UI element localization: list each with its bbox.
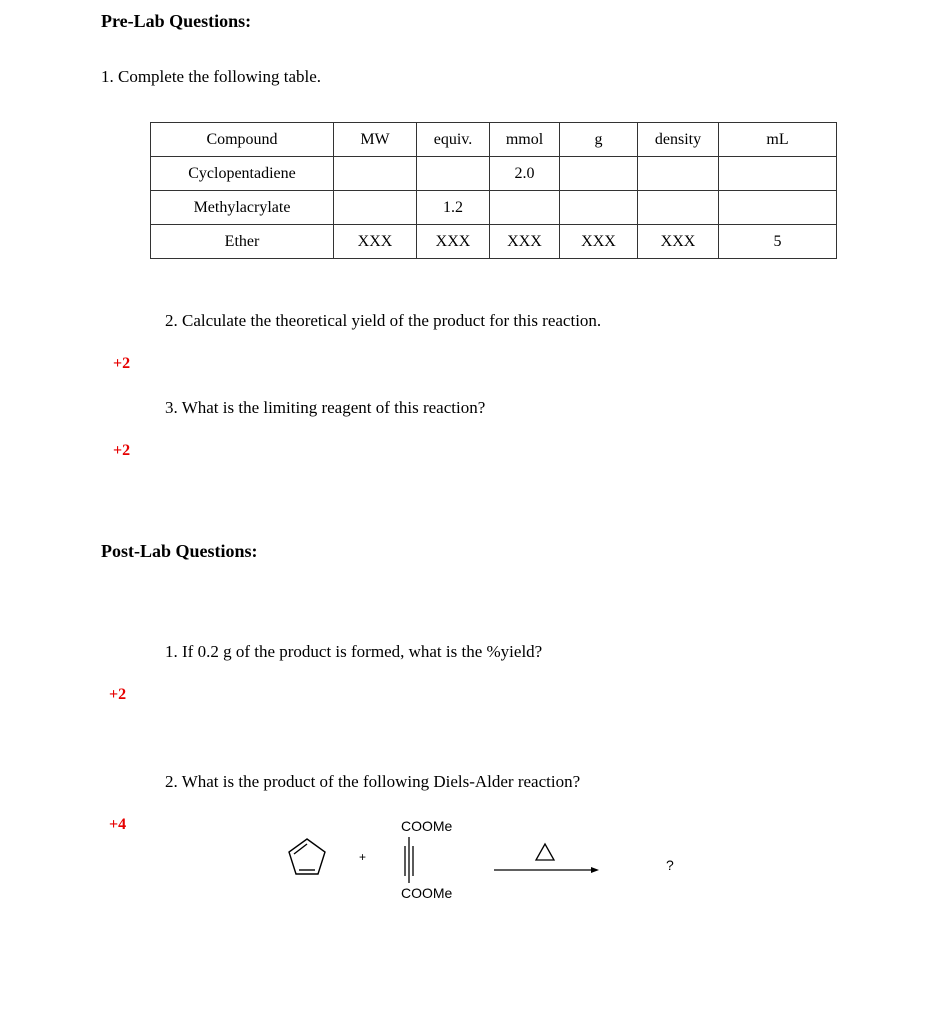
table-header-cell: density [638, 123, 719, 157]
table-header-cell: mmol [490, 123, 560, 157]
points-badge: +2 [109, 686, 127, 703]
table-header-row [151, 123, 837, 157]
prelab-heading: Pre-Lab Questions: [101, 11, 252, 31]
table-cell: XXX [560, 225, 638, 259]
points-badge: +2 [113, 442, 131, 459]
table-header-cell: equiv. [417, 123, 490, 157]
table-cell[interactable] [334, 157, 417, 191]
table-cell: XXX [334, 225, 417, 259]
prelab-question-3: 3. What is the limiting reagent of this reaction? [165, 398, 486, 417]
table-cell[interactable] [417, 157, 490, 191]
prelab-table [150, 122, 837, 259]
prelab-question-2: 2. Calculate the theoretical yield of the product for this reaction. [165, 311, 602, 330]
postlab-question-1: 1. If 0.2 g of the product is formed, what is the %yield? [165, 642, 543, 661]
table-header-cell: Compound [151, 123, 334, 157]
coome-bottom-label: COOMe [401, 885, 453, 901]
table-cell: 1.2 [417, 191, 490, 225]
table-row [151, 191, 837, 225]
prelab-question-1: 1. Complete the following table. [101, 67, 322, 86]
table-cell: 5 [719, 225, 837, 259]
table-cell[interactable] [560, 191, 638, 225]
table-header-cell: mL [719, 123, 837, 157]
table-header-cell: MW [334, 123, 417, 157]
table-cell: 2.0 [490, 157, 560, 191]
product-placeholder: ? [666, 857, 674, 873]
table-cell[interactable] [490, 191, 560, 225]
table-cell[interactable] [638, 157, 719, 191]
table-cell[interactable] [560, 157, 638, 191]
table-cell[interactable] [719, 157, 837, 191]
points-badge: +4 [109, 816, 127, 833]
postlab-question-2: 2. What is the product of the following Diels-Alder reaction? [165, 772, 581, 791]
table-cell[interactable] [719, 191, 837, 225]
table-cell: XXX [417, 225, 490, 259]
cyclopentadiene-structure [285, 836, 329, 878]
table-row [151, 157, 837, 191]
heat-triangle-icon [534, 842, 556, 862]
table-cell: XXX [490, 225, 560, 259]
table-cell: Methylacrylate [151, 191, 334, 225]
table-cell: XXX [638, 225, 719, 259]
postlab-heading: Post-Lab Questions: [101, 541, 258, 561]
coome-top-label: COOMe [401, 818, 453, 834]
table-cell: Cyclopentadiene [151, 157, 334, 191]
table-cell: Ether [151, 225, 334, 259]
table-header-cell: g [560, 123, 638, 157]
table-cell[interactable] [334, 191, 417, 225]
alkyne-triple-bond [401, 836, 417, 884]
points-badge: +2 [113, 355, 131, 372]
reaction-arrow-icon [493, 864, 601, 876]
table-row [151, 225, 837, 259]
plus-sign: + [359, 850, 367, 864]
table-cell[interactable] [638, 191, 719, 225]
